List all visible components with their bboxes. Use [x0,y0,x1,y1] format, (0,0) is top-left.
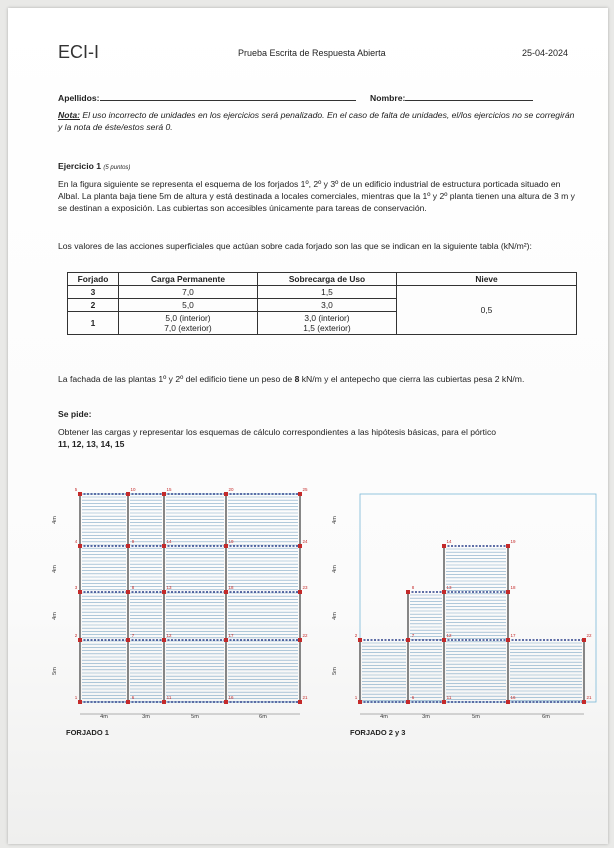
column-node [506,638,510,642]
node-number: 13 [446,585,452,590]
column-node [298,544,302,548]
span-dimension: 6m [259,714,267,720]
forjado-cell: 1 [68,312,119,335]
permanente-interior: 5,0 (interior) [165,313,211,323]
column-node [126,638,130,642]
node-number: 14 [166,539,172,544]
node-number: 13 [166,585,172,590]
node-number: 12 [446,633,452,638]
column-node [162,638,166,642]
column-node [78,544,82,548]
exercise-paragraph-3: La fachada de las plantas 1º y 2º del edificio tiene un peso de 8 kN/m y el antepecho que cierra las cubiertas pesa 2 kN/m. [58,374,525,384]
height-dimension: 4m [332,565,338,573]
node-number: 11 [446,695,452,700]
course-code: ECI-I [58,42,100,62]
node-number: 19 [510,539,516,544]
column-node [298,700,302,704]
uso-cell: 1,5 [258,286,397,299]
column-node [406,700,410,704]
exercise-paragraph-1: En la figura siguiente se representa el esquema de los forjados 1º, 2º y 3º de un edificio industrial de estructura porticada situado en Albal. La planta baja tiene 5m de altura y está destinada a locales comerciales, mientras que la 1º y 2º planta tienen una altura de 3 m y se destinan a exposición. Las cubiertas son accesibles únicamente para tareas de conservación. [58,179,575,213]
column-node [224,638,228,642]
permanente-cell: 7,0 [119,286,258,299]
height-dimension: 5m [52,667,58,675]
node-number: 11 [166,695,172,700]
column-node [406,638,410,642]
column-node [358,638,362,642]
node-number: 16 [510,695,516,700]
node-number: 23 [302,585,308,590]
exercise-heading: Ejercicio 1 [58,161,101,171]
node-number: 8 [131,585,135,590]
surname-field [58,92,356,104]
column-node [506,590,510,594]
node-number: 10 [130,487,136,492]
exercise-paragraph-2: Los valores de las acciones superficiales que actúan sobre cada forjado son las que se indican en la siguiente tabla (kN/m²): [58,241,532,251]
note-text: El uso incorrecto de unidades en los ejercicios será penalizado. En el caso de falta de unidades, el/los ejercicios no se corregirán y la nota de éste/estos será 0. [58,110,575,132]
column-node [506,700,510,704]
column-node [78,492,82,496]
column-node [442,700,446,704]
node-number: 17 [228,633,234,638]
column-node [582,638,586,642]
span-dimension: 5m [191,714,199,720]
header-uso: Sobrecarga de Uso [258,273,397,286]
column-node [442,590,446,594]
column-node [126,700,130,704]
column-node [162,590,166,594]
exam-title: Prueba Escrita de Respuesta Abierta [238,48,386,58]
node-number: 17 [510,633,516,638]
exam-page [8,8,608,844]
node-number: 18 [228,585,234,590]
span-dimension: 3m [422,714,430,720]
nieve-cell: 0,5 [397,286,577,335]
node-number: 9 [131,539,135,544]
node-number: 21 [586,695,592,700]
node-number: 16 [228,695,234,700]
forjado-1-label: FORJADO 1 [66,728,109,737]
height-dimension: 4m [52,565,58,573]
surname-label: Apellidos: [58,93,100,103]
column-node [78,590,82,594]
forjado-2-3-diagram [320,474,606,730]
node-number: 5 [74,487,78,492]
node-number: 2 [74,633,78,638]
span-dimension: 6m [542,714,550,720]
column-node [506,544,510,548]
forjado-cell: 3 [68,286,119,299]
node-number: 1 [354,695,358,700]
frame-outline [80,494,300,702]
header-nieve: Nieve [397,273,577,286]
column-node [442,638,446,642]
exercise-points: (5 puntos) [103,165,131,171]
node-number: 14 [446,539,452,544]
name-label: Nombre: [370,93,406,103]
column-node [162,492,166,496]
forjado-2-3-label: FORJADO 2 y 3 [350,728,406,737]
node-number: 4 [74,539,78,544]
permanente-cell: 5,0 [119,299,258,312]
node-number: 2 [354,633,358,638]
node-number: 6 [411,695,415,700]
column-node [224,700,228,704]
height-dimension: 4m [52,516,58,524]
node-number: 3 [74,585,78,590]
node-number: 20 [228,487,234,492]
forjado-1-diagram [38,474,318,730]
height-dimension: 4m [52,612,58,620]
exercise-title [58,160,130,174]
permanente-cell [119,312,258,335]
node-number: 1 [74,695,78,700]
uso-interior: 3,0 (interior) [304,313,350,323]
note [58,109,576,133]
column-node [126,492,130,496]
node-number: 22 [302,633,308,638]
height-dimension: 4m [332,612,338,620]
height-dimension: 5m [332,667,338,675]
height-dimension: 4m [332,516,338,524]
name-field [370,92,533,104]
table-header-row [68,273,577,286]
node-number: 21 [302,695,308,700]
column-node [78,638,82,642]
table-row [68,286,577,299]
permanente-exterior: 7,0 (exterior) [164,323,212,333]
span-dimension: 3m [142,714,150,720]
column-node [162,544,166,548]
task-text: Obtener las cargas y representar los esquemas de cálculo correspondientes a las hipótesis básicas, para el pórtico 11, 12, 13, 14, 15 [58,427,497,449]
column-node [224,492,228,496]
node-number: 7 [131,633,135,638]
node-number: 18 [510,585,516,590]
node-number: 7 [411,633,415,638]
node-number: 22 [586,633,592,638]
column-node [78,700,82,704]
header-forjado: Forjado [68,273,119,286]
span-dimension: 4m [100,714,108,720]
column-node [298,492,302,496]
header-permanente: Carga Permanente [119,273,258,286]
span-dimension: 4m [380,714,388,720]
exam-date: 25-04-2024 [521,48,568,58]
column-node [126,590,130,594]
column-node [298,638,302,642]
header [58,42,568,68]
node-number: 15 [166,487,172,492]
column-node [162,700,166,704]
node-number: 25 [302,487,308,492]
column-node [442,544,446,548]
se-pide-heading: Se pide: [58,409,92,419]
surname-blank[interactable] [100,100,356,101]
task-portics: 11, 12, 13, 14, 15 [58,439,125,449]
uso-cell: 3,0 [258,299,397,312]
column-node [406,590,410,594]
forjado-cell: 2 [68,299,119,312]
node-number: 12 [166,633,172,638]
node-number: 24 [302,539,308,544]
column-node [582,700,586,704]
uso-exterior: 1,5 (exterior) [303,323,351,333]
uso-cell [258,312,397,335]
note-label: Nota: [58,110,80,120]
column-node [298,590,302,594]
node-number: 19 [228,539,234,544]
column-node [224,590,228,594]
span-dimension: 5m [472,714,480,720]
column-node [224,544,228,548]
column-node [126,544,130,548]
loads-table [67,272,577,335]
node-number: 6 [131,695,135,700]
column-node [358,700,362,704]
name-blank[interactable] [405,100,533,101]
node-number: 8 [411,585,415,590]
